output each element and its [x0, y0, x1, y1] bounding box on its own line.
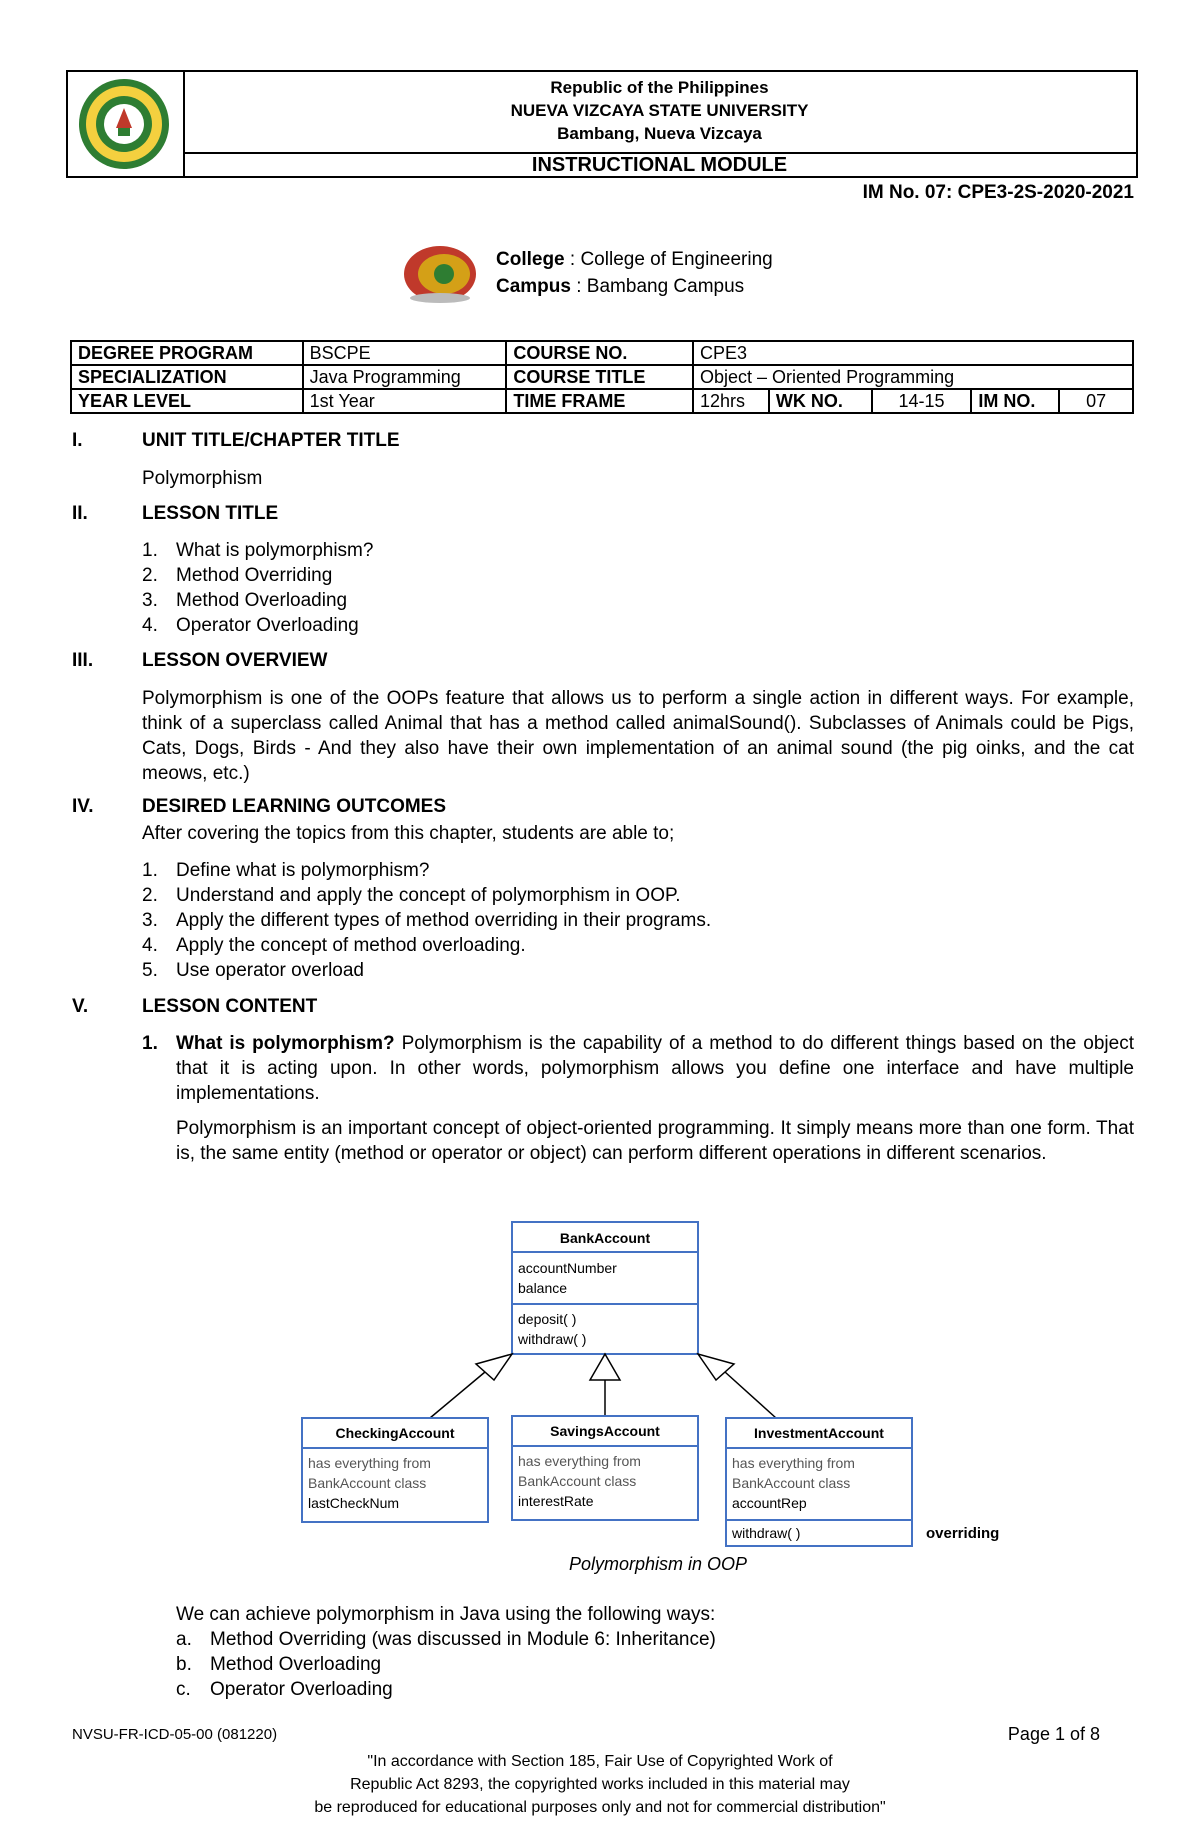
college-info	[496, 246, 773, 300]
diagram-caption: Polymorphism in OOP	[568, 1554, 748, 1574]
course-title-value: Object – Oriented Programming	[693, 365, 1133, 389]
im-no-value: 07	[1059, 389, 1133, 413]
section-4-title: DESIRED LEARNING OUTCOMES	[142, 796, 447, 817]
svg-text:InvestmentAccount: InvestmentAccount	[754, 1425, 884, 1441]
course-table	[70, 340, 1134, 414]
college-label: College	[496, 249, 565, 270]
republic-text: Republic of the Philippines	[550, 78, 769, 97]
content-paragraph-1	[176, 1031, 1134, 1106]
list-item: 2. Method Overriding	[142, 565, 333, 586]
bankaccount-class	[512, 1222, 698, 1354]
module-title: INSTRUCTIONAL MODULE	[531, 154, 788, 176]
course-no-value: CPE3	[693, 341, 1133, 365]
list-item: c. Operator Overloading	[176, 1679, 393, 1700]
svg-text:SavingsAccount: SavingsAccount	[550, 1423, 660, 1439]
svg-text:withdraw( ): withdraw( )	[732, 1525, 801, 1541]
im-number: IM No. 07: CPE3-2S-2020-2021	[862, 182, 1134, 203]
svg-text:BankAccount class: BankAccount class	[732, 1475, 851, 1491]
list-item: a. Method Overriding (was discussed in Module 6: Inheritance)	[176, 1629, 716, 1650]
page-number: Page 1 of 8	[1007, 1724, 1100, 1744]
year-level-value: 1st Year	[303, 389, 507, 413]
checkingaccount-class	[302, 1418, 488, 1522]
degree-program-value: BSCPE	[303, 341, 507, 365]
overriding-label: overriding	[926, 1525, 1000, 1542]
degree-program-label: DEGREE PROGRAM	[71, 341, 303, 365]
investmentaccount-class	[726, 1418, 912, 1546]
bankaccount-name: BankAccount	[559, 1230, 651, 1246]
section-5-heading	[72, 996, 318, 1018]
section-3-heading	[72, 650, 328, 672]
university-location: Bambang, Nueva Vizcaya	[557, 124, 762, 143]
specialization-label: SPECIALIZATION	[71, 365, 303, 389]
section-1-number: I.	[72, 430, 83, 451]
section-1-title: UNIT TITLE/CHAPTER TITLE	[142, 430, 400, 451]
svg-text:BankAccount class: BankAccount class	[308, 1475, 427, 1491]
section-1-heading	[72, 430, 400, 452]
list-item: 1. Define what is polymorphism?	[142, 860, 430, 881]
form-code: NVSU-FR-ICD-05-00 (081220)	[72, 1726, 278, 1743]
list-item: 4. Operator Overloading	[142, 615, 359, 636]
ways-intro: We can achieve polymorphism in Java using the following ways:	[176, 1604, 716, 1625]
section-3-title: LESSON OVERVIEW	[142, 650, 328, 671]
content-item-number: 1.	[142, 1033, 158, 1054]
svg-text:has everything from: has everything from	[308, 1455, 431, 1471]
bankaccount-attr: accountNumber	[518, 1260, 617, 1276]
section-3-number: III.	[72, 650, 94, 671]
college-value: : College of Engineering	[569, 249, 773, 270]
svg-text:accountRep: accountRep	[732, 1495, 807, 1511]
svg-text:lastCheckNum: lastCheckNum	[308, 1495, 400, 1511]
year-level-label: YEAR LEVEL	[71, 389, 303, 413]
bankaccount-method: deposit( )	[518, 1311, 577, 1327]
svg-text:BankAccount class: BankAccount class	[518, 1473, 637, 1489]
campus-label: Campus	[496, 276, 571, 297]
time-frame-value: 12hrs	[693, 389, 769, 413]
list-item: 3. Method Overloading	[142, 590, 348, 611]
lesson-title-list	[142, 538, 373, 638]
inheritance-arrows	[430, 1354, 776, 1418]
svg-text:has everything from: has everything from	[732, 1455, 855, 1471]
list-item: 1. What is polymorphism?	[142, 540, 374, 561]
savingsaccount-class	[512, 1416, 698, 1520]
polymorphism-diagram	[290, 1218, 1050, 1548]
im-no-label: IM NO.	[971, 389, 1059, 413]
section-4-heading	[72, 796, 447, 818]
section-2-number: II.	[72, 503, 88, 524]
svg-text:interestRate: interestRate	[518, 1493, 594, 1509]
table-row	[71, 389, 1133, 413]
course-no-label: COURSE NO.	[506, 341, 693, 365]
section-2-title: LESSON TITLE	[142, 503, 279, 524]
list-item: 4. Apply the concept of method overloading.	[142, 935, 526, 956]
section-2-heading	[72, 503, 279, 525]
college-logo-icon	[400, 236, 482, 306]
list-item: 3. Apply the different types of method overriding in their programs.	[142, 910, 712, 931]
university-seal-icon	[68, 72, 183, 176]
bankaccount-method: withdraw( )	[518, 1331, 587, 1347]
lesson-overview-text: Polymorphism is one of the OOPs feature that allows us to perform a single action in different ways. For example, think of a superclass called Animal that has a method called animalSound(). Subclasses of Animals could be Pigs, Cats, Dogs, Birds - And they also have their own implementation of an animal sound (the pig oinks, and the cat meows, etc.)	[142, 688, 1134, 784]
section-5-number: V.	[72, 996, 89, 1017]
outcomes-intro: After covering the topics from this chapter, students are able to;	[142, 823, 675, 844]
list-item: 2. Understand and apply the concept of polymorphism in OOP.	[142, 885, 681, 906]
table-row	[71, 341, 1133, 365]
table-row	[71, 365, 1133, 389]
wk-no-label: WK NO.	[769, 389, 872, 413]
content-paragraph-1-rest: Polymorphism is the capability of a method to do different things based on the object that it is acting upon. In other words, polymorphism allows you define one interface and have multiple implementations.	[176, 1033, 1134, 1104]
university-seal-cell	[68, 72, 185, 176]
specialization-value: Java Programming	[303, 365, 507, 389]
section-4-number: IV.	[72, 796, 94, 817]
outcomes-list	[142, 858, 711, 983]
content-paragraph-1-lead: What is polymorphism?	[176, 1033, 395, 1054]
university-name: NUEVA VIZCAYA STATE UNIVERSITY	[510, 101, 809, 120]
wk-no-value: 14-15	[872, 389, 972, 413]
svg-text:CheckingAccount: CheckingAccount	[335, 1425, 455, 1441]
section-5-title: LESSON CONTENT	[142, 996, 318, 1017]
copyright-notice: "In accordance with Section 185, Fair Use of Copyrighted Work of Republic Act 8293, the copyrighted works included in this material may be reproduced for educational purposes only and not for commercial distribution"	[314, 1753, 886, 1816]
campus-value: : Bambang Campus	[576, 276, 745, 297]
time-frame-label: TIME FRAME	[506, 389, 693, 413]
content-paragraph-2: Polymorphism is an important concept of object-oriented programming. It simply means more than one form. That is, the same entity (method or operator or object) can perform different operations in different scenarios.	[176, 1118, 1134, 1164]
course-title-label: COURSE TITLE	[506, 365, 693, 389]
list-item: 5. Use operator overload	[142, 960, 364, 981]
svg-text:has everything from: has everything from	[518, 1453, 641, 1469]
list-item: b. Method Overloading	[176, 1654, 382, 1675]
header-box	[66, 70, 1138, 178]
ways-list	[176, 1627, 716, 1702]
bankaccount-attr: balance	[518, 1280, 568, 1296]
section-1-body: Polymorphism	[142, 468, 263, 489]
